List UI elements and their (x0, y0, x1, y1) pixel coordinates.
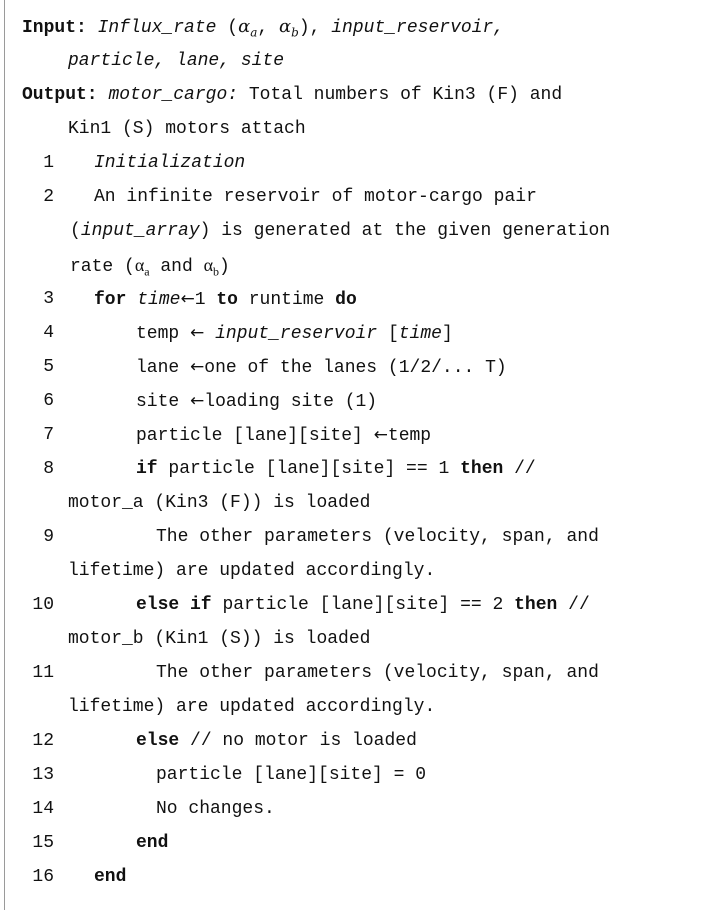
line-number: 10 (32, 595, 54, 615)
output-description: Total numbers of Kin3 (F) and (248, 85, 563, 105)
end-keyword: end (136, 833, 169, 853)
code-line-3: for time←1 to runtime do (94, 289, 357, 310)
code-line-8: if particle [lane][site] == 1 then // (136, 459, 536, 479)
output-continuation: Kin1 (S) motors attach (68, 119, 306, 139)
code-line-7: particle [lane][site] ←temp (136, 425, 432, 446)
code-line-15 (136, 828, 168, 858)
output-name: motor_cargo: (108, 85, 239, 105)
alpha-a-symbol: α (238, 16, 251, 37)
left-border-rule (4, 0, 5, 910)
assign-arrow: ← (190, 357, 205, 377)
else-keyword: else (136, 731, 180, 751)
code-line-11-cont: lifetime) are updated accordingly. (68, 697, 436, 717)
code-line-13: particle [lane][site] = 0 (156, 765, 427, 785)
code-line-10: else if particle [lane][site] == 2 then // (136, 595, 590, 615)
code-line-1: Initialization (94, 153, 246, 173)
for-keyword: for (94, 290, 127, 310)
alpha-a-subscript: a (250, 25, 258, 40)
line-number: 16 (32, 867, 54, 887)
then-keyword: then (514, 595, 558, 615)
alpha-b-symbol: α (279, 16, 292, 37)
if-keyword: if (136, 459, 158, 479)
assign-arrow: ← (190, 323, 205, 343)
alpha-b-subscript: b (291, 25, 299, 40)
line-number: 4 (43, 323, 54, 343)
code-line-12: else // no motor is loaded (136, 731, 417, 751)
line-number: 13 (32, 765, 54, 785)
code-line-5: lane ←one of the lanes (1/2/... T) (136, 357, 507, 378)
code-line-16 (94, 862, 126, 892)
code-line-6: site ←loading site (1) (136, 391, 378, 412)
to-keyword: to (216, 290, 238, 310)
line-number: 6 (43, 391, 54, 411)
code-line-14: No changes. (156, 799, 275, 819)
input-reservoir-name: input_reservoir, (331, 18, 505, 38)
else-if-keyword: else if (136, 595, 212, 615)
code-line-2-cont: (input_array) is generated at the given generation (70, 221, 611, 241)
do-keyword: do (335, 290, 357, 310)
code-line-9: The other parameters (velocity, span, and (156, 527, 599, 547)
assign-arrow: ← (180, 289, 195, 309)
line-number: 14 (32, 799, 54, 819)
end-keyword: end (94, 867, 127, 887)
line-number: 8 (43, 459, 54, 479)
line-number: 3 (43, 289, 54, 309)
input-continuation: particle, lane, site (68, 51, 285, 71)
then-keyword: then (460, 459, 504, 479)
output-label: Output: (22, 85, 98, 105)
line-number: 1 (43, 153, 54, 173)
input-array-var: input_array (80, 221, 200, 241)
assign-arrow: ← (190, 391, 205, 411)
line-number: 11 (32, 663, 54, 683)
line-number: 2 (43, 187, 54, 207)
code-line-2: An infinite reservoir of motor-cargo pair (94, 187, 537, 207)
code-line-2-cont2: rate ($\alpha_a$ and $\alpha_b$) (70, 255, 230, 279)
line-number: 12 (32, 731, 54, 751)
line-number: 7 (43, 425, 54, 445)
input-label: Input: (22, 18, 87, 38)
code-line-8-cont: motor_a (Kin3 (F)) is loaded (68, 493, 371, 513)
line-number: 9 (43, 527, 54, 547)
input-line: Input: Influx_rate ($\alpha_a$, $\alpha_b$), input_reservoir, (22, 16, 505, 40)
code-line-10-cont: motor_b (Kin1 (S)) is loaded (68, 629, 371, 649)
code-line-4: temp ← input_reservoir [time] (136, 323, 453, 344)
line-number: 5 (43, 357, 54, 377)
assign-arrow: ← (373, 425, 388, 445)
line-number: 15 (32, 833, 54, 853)
output-line (22, 80, 562, 110)
input-name: Influx_rate (97, 18, 217, 38)
code-line-9-cont: lifetime) are updated accordingly. (68, 561, 436, 581)
code-line-11: The other parameters (velocity, span, and (156, 663, 599, 683)
